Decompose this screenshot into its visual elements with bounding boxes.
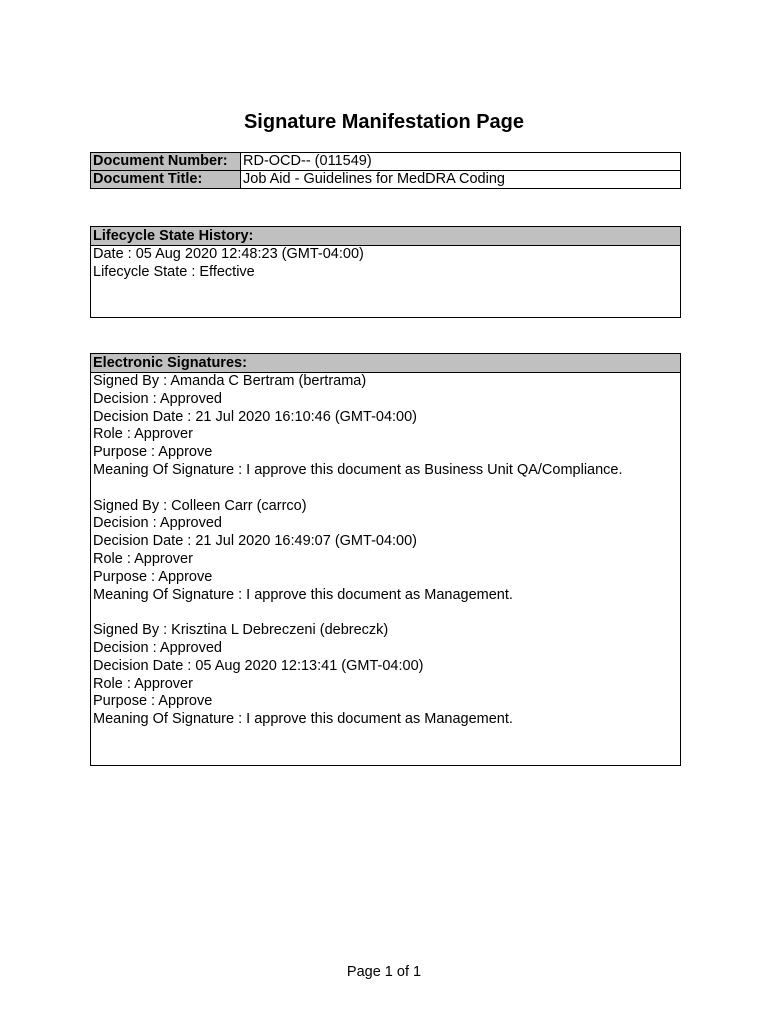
signed-by: Signed By : Krisztina L Debreczeni (debreczk) — [93, 622, 389, 639]
page-number: Page 1 of 1 — [346, 964, 422, 980]
role: Role : Approver — [93, 675, 193, 692]
decision: Decision : Approved — [93, 639, 222, 656]
lifecycle-history-body — [91, 246, 680, 282]
signed-by: Signed By : Amanda C Bertram (bertrama) — [93, 373, 367, 389]
document-title-value: Job Aid - Guidelines for MedDRA Coding — [241, 171, 681, 189]
document-title-row — [91, 171, 681, 189]
document-number-value: RD-OCD-- (011549) — [241, 153, 681, 171]
purpose: Purpose : Approve — [93, 568, 213, 585]
page-title: Signature Manifestation Page — [243, 111, 525, 133]
document-title-label: Document Title: — [91, 171, 241, 189]
lifecycle-history-header: Lifecycle State History: — [91, 227, 680, 246]
electronic-signatures-body — [91, 373, 680, 729]
decision-date: Decision Date : 21 Jul 2020 16:10:46 (GMT-04:00) — [93, 408, 418, 425]
purpose: Purpose : Approve — [93, 444, 213, 461]
signature-meaning: Meaning Of Signature : I approve this document as Business Unit QA/Compliance. — [93, 461, 623, 478]
purpose: Purpose : Approve — [93, 693, 213, 710]
signature-meaning: Meaning Of Signature : I approve this document as Management. — [93, 711, 513, 728]
lifecycle-date: Date : 05 Aug 2020 12:48:23 (GMT-04:00) — [93, 246, 364, 262]
decision: Decision : Approved — [93, 390, 222, 407]
signed-by: Signed By : Colleen Carr (carrco) — [93, 497, 307, 514]
decision-date: Decision Date : 21 Jul 2020 16:49:07 (GMT-04:00) — [93, 533, 418, 550]
decision: Decision : Approved — [93, 515, 222, 532]
signature-meaning: Meaning Of Signature : I approve this document as Management. — [93, 586, 513, 603]
signature-entry — [93, 622, 678, 729]
lifecycle-state: Lifecycle State : Effective — [93, 263, 255, 280]
electronic-signatures-header: Electronic Signatures: — [91, 354, 680, 373]
decision-date: Decision Date : 05 Aug 2020 12:13:41 (GMT-04:00) — [93, 657, 424, 674]
document-info-table — [90, 152, 681, 189]
electronic-signatures-box — [90, 353, 681, 766]
document-number-label: Document Number: — [91, 153, 241, 171]
signature-entry — [93, 373, 678, 480]
role: Role : Approver — [93, 550, 193, 567]
role: Role : Approver — [93, 426, 193, 443]
lifecycle-history-box — [90, 226, 681, 318]
document-number-row — [91, 153, 681, 171]
signature-entry — [93, 498, 678, 605]
